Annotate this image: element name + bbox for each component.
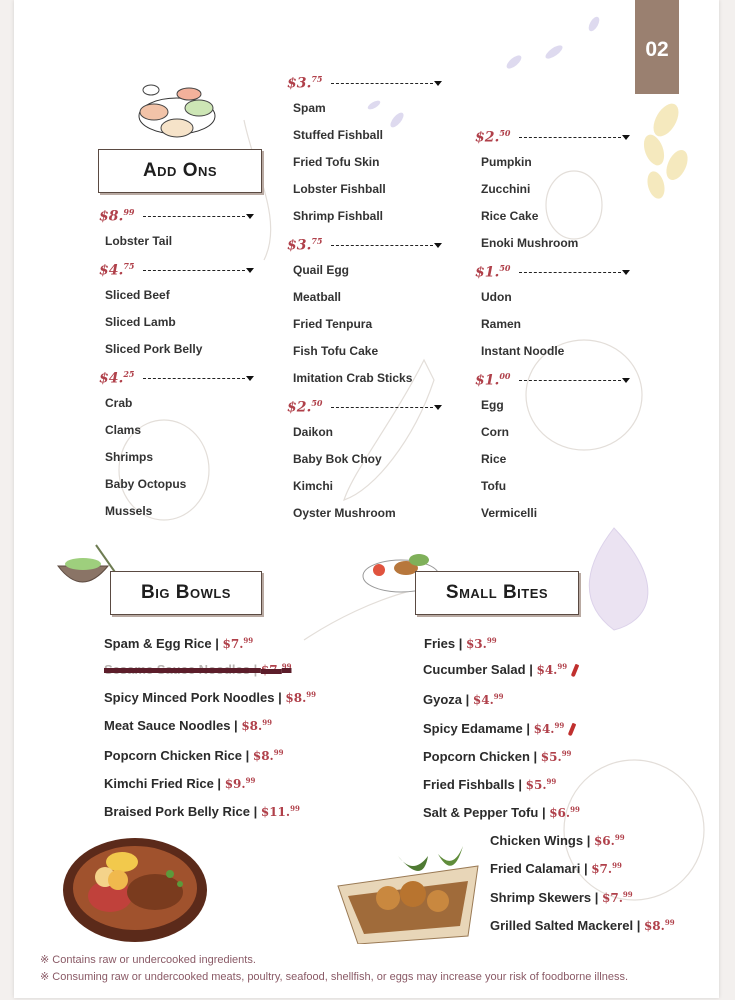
price-tier (287, 398, 442, 416)
dish-price: $8.99 (285, 690, 317, 705)
rice-bowl-photo (60, 832, 210, 944)
dotted-leader (143, 270, 245, 271)
dropdown-arrow-icon (434, 243, 442, 248)
dotted-leader (519, 137, 621, 138)
add-on-item: Corn (481, 425, 509, 439)
dish-price: $8.99 (252, 748, 284, 763)
add-on-item: Sliced Beef (105, 288, 170, 302)
menu-dish: Fries | $3.99 (424, 636, 497, 651)
dish-price: $7.99 (222, 636, 254, 651)
price-tier (287, 236, 442, 254)
dish-name: Kimchi Fried Rice (104, 776, 214, 791)
dish-price: $4.99 (533, 721, 565, 736)
menu-dish: Popcorn Chicken | $5.99 (423, 749, 572, 764)
add-on-item: Shrimps (105, 450, 154, 464)
dish-name: Grilled Salted Mackerel (490, 918, 634, 933)
price-tier (287, 74, 442, 92)
dropdown-arrow-icon (246, 376, 254, 381)
dotted-leader (143, 216, 245, 217)
add-on-item: Tofu (481, 479, 507, 493)
dish-name: Spicy Minced Pork Noodles (104, 690, 275, 705)
add-on-item: Lobster Fishball (293, 182, 386, 196)
dish-name: Popcorn Chicken Rice (104, 748, 242, 763)
add-on-item: Mussels (105, 504, 153, 518)
hotpot-illustration (129, 76, 224, 148)
add-on-item: Enoki Mushroom (481, 236, 579, 250)
add-on-item: Vermicelli (481, 506, 538, 520)
dropdown-arrow-icon (622, 270, 630, 275)
add-on-item: Sliced Lamb (105, 315, 176, 329)
dish-name: Braised Pork Belly Rice (104, 804, 250, 819)
price-label: $1.50 (475, 263, 511, 281)
dropdown-arrow-icon (622, 135, 630, 140)
menu-dish: Cucumber Salad | $4.99 (423, 662, 577, 677)
dish-price: $6.99 (593, 833, 625, 848)
price-label: $3.75 (287, 236, 323, 254)
footnote-raw: ※ Contains raw or undercooked ingredients. (40, 954, 256, 966)
add-on-item: Kimchi (293, 479, 334, 493)
price-label: $4.25 (99, 369, 135, 387)
price-tier (475, 263, 630, 281)
add-on-item: Stuffed Fishball (293, 128, 383, 142)
dish-price: $8.99 (643, 918, 675, 933)
dropdown-arrow-icon (246, 214, 254, 219)
add-on-item: Rice Cake (481, 209, 539, 223)
small-bites-heading: Small Bites (415, 571, 579, 615)
dish-name: Popcorn Chicken (423, 749, 530, 764)
dish-price: $11.99 (260, 804, 300, 819)
add-on-item: Lobster Tail (105, 234, 173, 248)
dish-price: $7.99 (602, 890, 633, 905)
price-tier (475, 128, 630, 146)
price-tier (99, 369, 254, 387)
add-on-item: Spam (293, 101, 326, 115)
dotted-leader (331, 407, 433, 408)
menu-dish: Spicy Minced Pork Noodles | $8.99 (104, 690, 317, 705)
dish-price: $5.99 (525, 777, 557, 792)
add-on-item: Meatball (293, 290, 342, 304)
menu-dish: Braised Pork Belly Rice | $11.99 (104, 804, 300, 819)
add-on-item: Ramen (481, 317, 522, 331)
dish-name: Sesame Sauce Noodles (104, 662, 250, 677)
dish-price: $6.99 (549, 805, 580, 820)
dish-name: Spam & Egg Rice (104, 636, 212, 651)
add-ons-heading: Add Ons (98, 149, 262, 193)
menu-dish: Spicy Edamame | $4.99 (423, 721, 574, 736)
menu-page (14, 0, 719, 998)
add-on-item: Crab (105, 396, 133, 410)
add-on-item: Oyster Mushroom (293, 506, 396, 520)
dish-name: Fried Fishballs (423, 777, 515, 792)
dotted-leader (143, 378, 245, 379)
dropdown-arrow-icon (622, 378, 630, 383)
add-on-item: Clams (105, 423, 142, 437)
dish-price: $9.99 (224, 776, 256, 791)
menu-dish: Fried Fishballs | $5.99 (423, 777, 557, 792)
dish-name: Gyoza (423, 692, 463, 707)
dish-name: Salt & Pepper Tofu (423, 805, 539, 820)
big-bowls-heading: Big Bowls (110, 571, 262, 615)
dish-name: Shrimp Skewers (490, 890, 592, 905)
dish-name: Cucumber Salad (423, 662, 526, 677)
menu-dish: Fried Calamari | $7.99 (490, 861, 622, 876)
menu-dish: Meat Sauce Noodles | $8.99 (104, 718, 272, 733)
dish-price: $4.99 (472, 692, 504, 707)
footnote-risk: ※ Consuming raw or undercooked meats, poultry, seafood, shellfish, or eggs may increase your risk of foodborne illness. (40, 971, 629, 983)
dish-price: $5.99 (540, 749, 572, 764)
menu-dish: Shrimp Skewers | $7.99 (490, 890, 633, 905)
menu-dish: Sesame Sauce Noodles | $7.99 (104, 662, 292, 677)
add-on-item: Quail Egg (293, 263, 350, 277)
add-on-item: Fish Tofu Cake (293, 344, 379, 358)
dish-name: Fried Calamari (490, 861, 581, 876)
price-label: $3.75 (287, 74, 323, 92)
dotted-leader (331, 83, 433, 84)
menu-dish: Popcorn Chicken Rice | $8.99 (104, 748, 284, 763)
dish-name: Meat Sauce Noodles (104, 718, 231, 733)
add-on-item: Shrimp Fishball (293, 209, 384, 223)
dotted-leader (331, 245, 433, 246)
add-on-item: Sliced Pork Belly (105, 342, 203, 356)
price-tier (99, 261, 254, 279)
dish-name: Fries (424, 636, 456, 651)
menu-dish: Chicken Wings | $6.99 (490, 833, 625, 848)
dropdown-arrow-icon (434, 81, 442, 86)
price-label: $1.00 (475, 371, 511, 389)
price-label: $2.50 (287, 398, 323, 416)
add-on-item: Udon (481, 290, 512, 304)
add-on-item: Imitation Crab Sticks (293, 371, 413, 385)
dropdown-arrow-icon (434, 405, 442, 410)
dish-name: Spicy Edamame (423, 721, 523, 736)
add-on-item: Baby Octopus (105, 477, 187, 491)
menu-dish: Spam & Egg Rice | $7.99 (104, 636, 254, 651)
dish-price: $7.99 (260, 662, 292, 677)
menu-dish: Kimchi Fried Rice | $9.99 (104, 776, 256, 791)
page-number-tab: 02 (635, 0, 679, 94)
add-on-item: Rice (481, 452, 507, 466)
add-on-item: Daikon (293, 425, 334, 439)
dish-name: Chicken Wings (490, 833, 584, 848)
add-on-item: Zucchini (481, 182, 531, 196)
price-label: $8.99 (99, 207, 135, 225)
dropdown-arrow-icon (246, 268, 254, 273)
price-tier (99, 207, 254, 225)
dish-price: $3.99 (465, 636, 497, 651)
price-tier (475, 371, 630, 389)
menu-dish: Grilled Salted Mackerel | $8.99 (490, 918, 675, 933)
dish-price: $4.99 (536, 662, 568, 677)
price-label: $4.75 (99, 261, 135, 279)
dish-price: $7.99 (591, 861, 622, 876)
dotted-leader (519, 380, 621, 381)
add-on-item: Egg (481, 398, 504, 412)
add-on-item: Instant Noodle (481, 344, 565, 358)
add-on-item: Pumpkin (481, 155, 532, 169)
price-label: $2.50 (475, 128, 511, 146)
dish-price: $8.99 (241, 718, 272, 733)
menu-dish: Salt & Pepper Tofu | $6.99 (423, 805, 580, 820)
menu-dish: Gyoza | $4.99 (423, 692, 504, 707)
fried-chicken-basket-photo (328, 826, 488, 944)
add-on-item: Fried Tenpura (293, 317, 373, 331)
add-on-item: Baby Bok Choy (293, 452, 382, 466)
add-on-item: Fried Tofu Skin (293, 155, 380, 169)
dotted-leader (519, 272, 621, 273)
